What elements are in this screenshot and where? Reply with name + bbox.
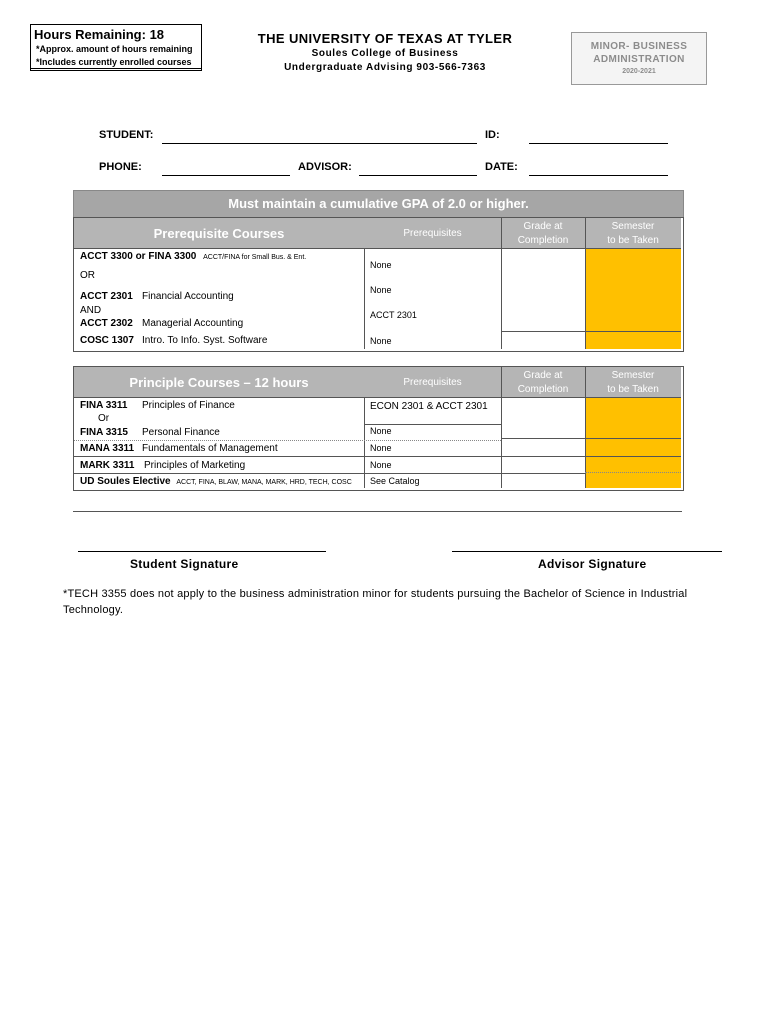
student-label: STUDENT: [99, 129, 154, 141]
principle-col-divider-2 [501, 367, 502, 488]
student-field[interactable] [162, 143, 477, 144]
principle-row5-course [80, 476, 352, 487]
principle-divider-f [74, 473, 585, 474]
phone-label: PHONE: [99, 161, 142, 173]
advisor-label: ADVISOR: [298, 161, 352, 173]
prereq-prereq-header: Prerequisites [403, 228, 462, 239]
advising-phone: Undergraduate Advising 903-566-7363 [284, 62, 486, 73]
principle-row5-code: UD Soules Elective [80, 476, 171, 487]
phone-field[interactable] [162, 175, 290, 176]
principle-row2-prereq: None [370, 426, 392, 436]
prereq-semester-column[interactable] [585, 248, 681, 349]
principle-row5-prereq: See Catalog [370, 476, 420, 486]
principle-row1-code: FINA 3311 [80, 400, 128, 411]
student-signature-line[interactable] [78, 551, 326, 552]
prereq-row4-prereq: None [370, 336, 392, 346]
prereq-row4-name: Intro. To Info. Syst. Software [142, 335, 268, 346]
principle-divider-a [364, 424, 501, 425]
prereq-col-divider-2 [501, 218, 502, 349]
principle-row1-name: Principles of Finance [142, 400, 235, 411]
advisor-field[interactable] [359, 175, 477, 176]
principle-semester-column[interactable] [585, 397, 681, 488]
prereq-semester-header-1: Semester [611, 221, 655, 232]
principle-or: Or [98, 413, 110, 424]
footnote: *TECH 3355 does not apply to the business administration minor for students pursuing the Bachelor of Science in Industrial Technology. [63, 588, 688, 616]
principle-prereq-header: Prerequisites [403, 377, 462, 388]
id-field[interactable] [529, 143, 668, 144]
principle-section-title: Principle Courses – 12 hours [129, 375, 309, 390]
principle-semester-header-2: to be Taken [607, 384, 659, 395]
gpa-notice: Must maintain a cumulative GPA of 2.0 or higher. [73, 190, 684, 218]
principle-semester-header-1: Semester [611, 370, 655, 381]
principle-col-divider-1 [364, 397, 365, 488]
id-label: ID: [485, 129, 500, 141]
student-signature-label: Student Signature [130, 557, 239, 571]
principle-row3-code: MANA 3311 [80, 443, 135, 454]
prereq-row-divider [501, 331, 681, 332]
principle-row1-prereq: ECON 2301 & ACCT 2301 [370, 401, 488, 412]
prereq-or: OR [80, 270, 95, 281]
principle-row2-name: Personal Finance [142, 427, 220, 438]
prereq-row1-prereq: None [370, 260, 392, 270]
blank-row-line[interactable] [73, 511, 682, 512]
principle-row4-name: Principles of Marketing [144, 460, 246, 471]
date-label: DATE: [485, 161, 518, 173]
prereq-and: AND [80, 305, 102, 316]
advisor-signature-label: Advisor Signature [538, 557, 647, 571]
hours-note-approx: *Approx. amount of hours remaining [36, 44, 193, 54]
minor-year: 2020-2021 [622, 68, 656, 75]
principle-row5-note: ACCT, FINA, BLAW, MANA, MARK, HRD, TECH, COSC [176, 479, 352, 486]
principle-divider-c [74, 440, 501, 441]
prereq-row2-name: Financial Accounting [142, 291, 234, 302]
prereq-row3-name: Managerial Accounting [142, 318, 244, 329]
prereq-col-divider-3 [585, 218, 586, 349]
prereq-header-divider [74, 248, 681, 249]
prereq-semester-header-2: to be Taken [607, 235, 659, 246]
principle-grade-header-1: Grade at [523, 370, 563, 381]
principle-row4-code: MARK 3311 [80, 460, 135, 471]
prereq-row1-code: ACCT 3300 or FINA 3300 [80, 251, 197, 262]
prereq-col-divider-1 [364, 248, 365, 349]
university-title: THE UNIVERSITY OF TEXAS AT TYLER [257, 31, 513, 46]
advisor-signature-line[interactable] [452, 551, 722, 552]
principle-row4-prereq: None [370, 460, 392, 470]
college-name: Soules College of Business [311, 48, 459, 59]
minor-title: MINOR- BUSINESS ADMINISTRATION [590, 41, 688, 65]
date-field[interactable] [529, 175, 668, 176]
hours-remaining-title: Hours Remaining: 18 [34, 27, 165, 42]
prereq-row2-prereq: None [370, 285, 392, 295]
principle-divider-b [501, 438, 681, 439]
prereq-grade-header-1: Grade at [523, 221, 563, 232]
principle-row3-prereq: None [370, 443, 392, 453]
prereq-row4-code: COSC 1307 [80, 335, 134, 346]
principle-grade-header-2: Completion [517, 384, 569, 395]
principle-col-divider-3 [585, 367, 586, 488]
hours-note-enrolled: *Includes currently enrolled courses [36, 57, 192, 67]
prereq-grade-header-2: Completion [517, 235, 569, 246]
prereq-section-title: Prerequisite Courses [153, 226, 285, 241]
prereq-row3-prereq: ACCT 2301 [370, 310, 417, 320]
principle-row3-name: Fundamentals of Management [142, 443, 278, 454]
hours-divider [31, 68, 202, 69]
principle-divider-e [585, 472, 681, 473]
prereq-row2-code: ACCT 2301 [80, 291, 133, 302]
prereq-row1-course [80, 251, 306, 262]
principle-header-divider [74, 397, 681, 398]
principle-row2-code: FINA 3315 [80, 427, 128, 438]
prereq-row3-code: ACCT 2302 [80, 318, 133, 329]
prereq-row1-note: ACCT/FINA for Small Bus. & Ent. [203, 254, 307, 261]
principle-divider-d [74, 456, 681, 457]
